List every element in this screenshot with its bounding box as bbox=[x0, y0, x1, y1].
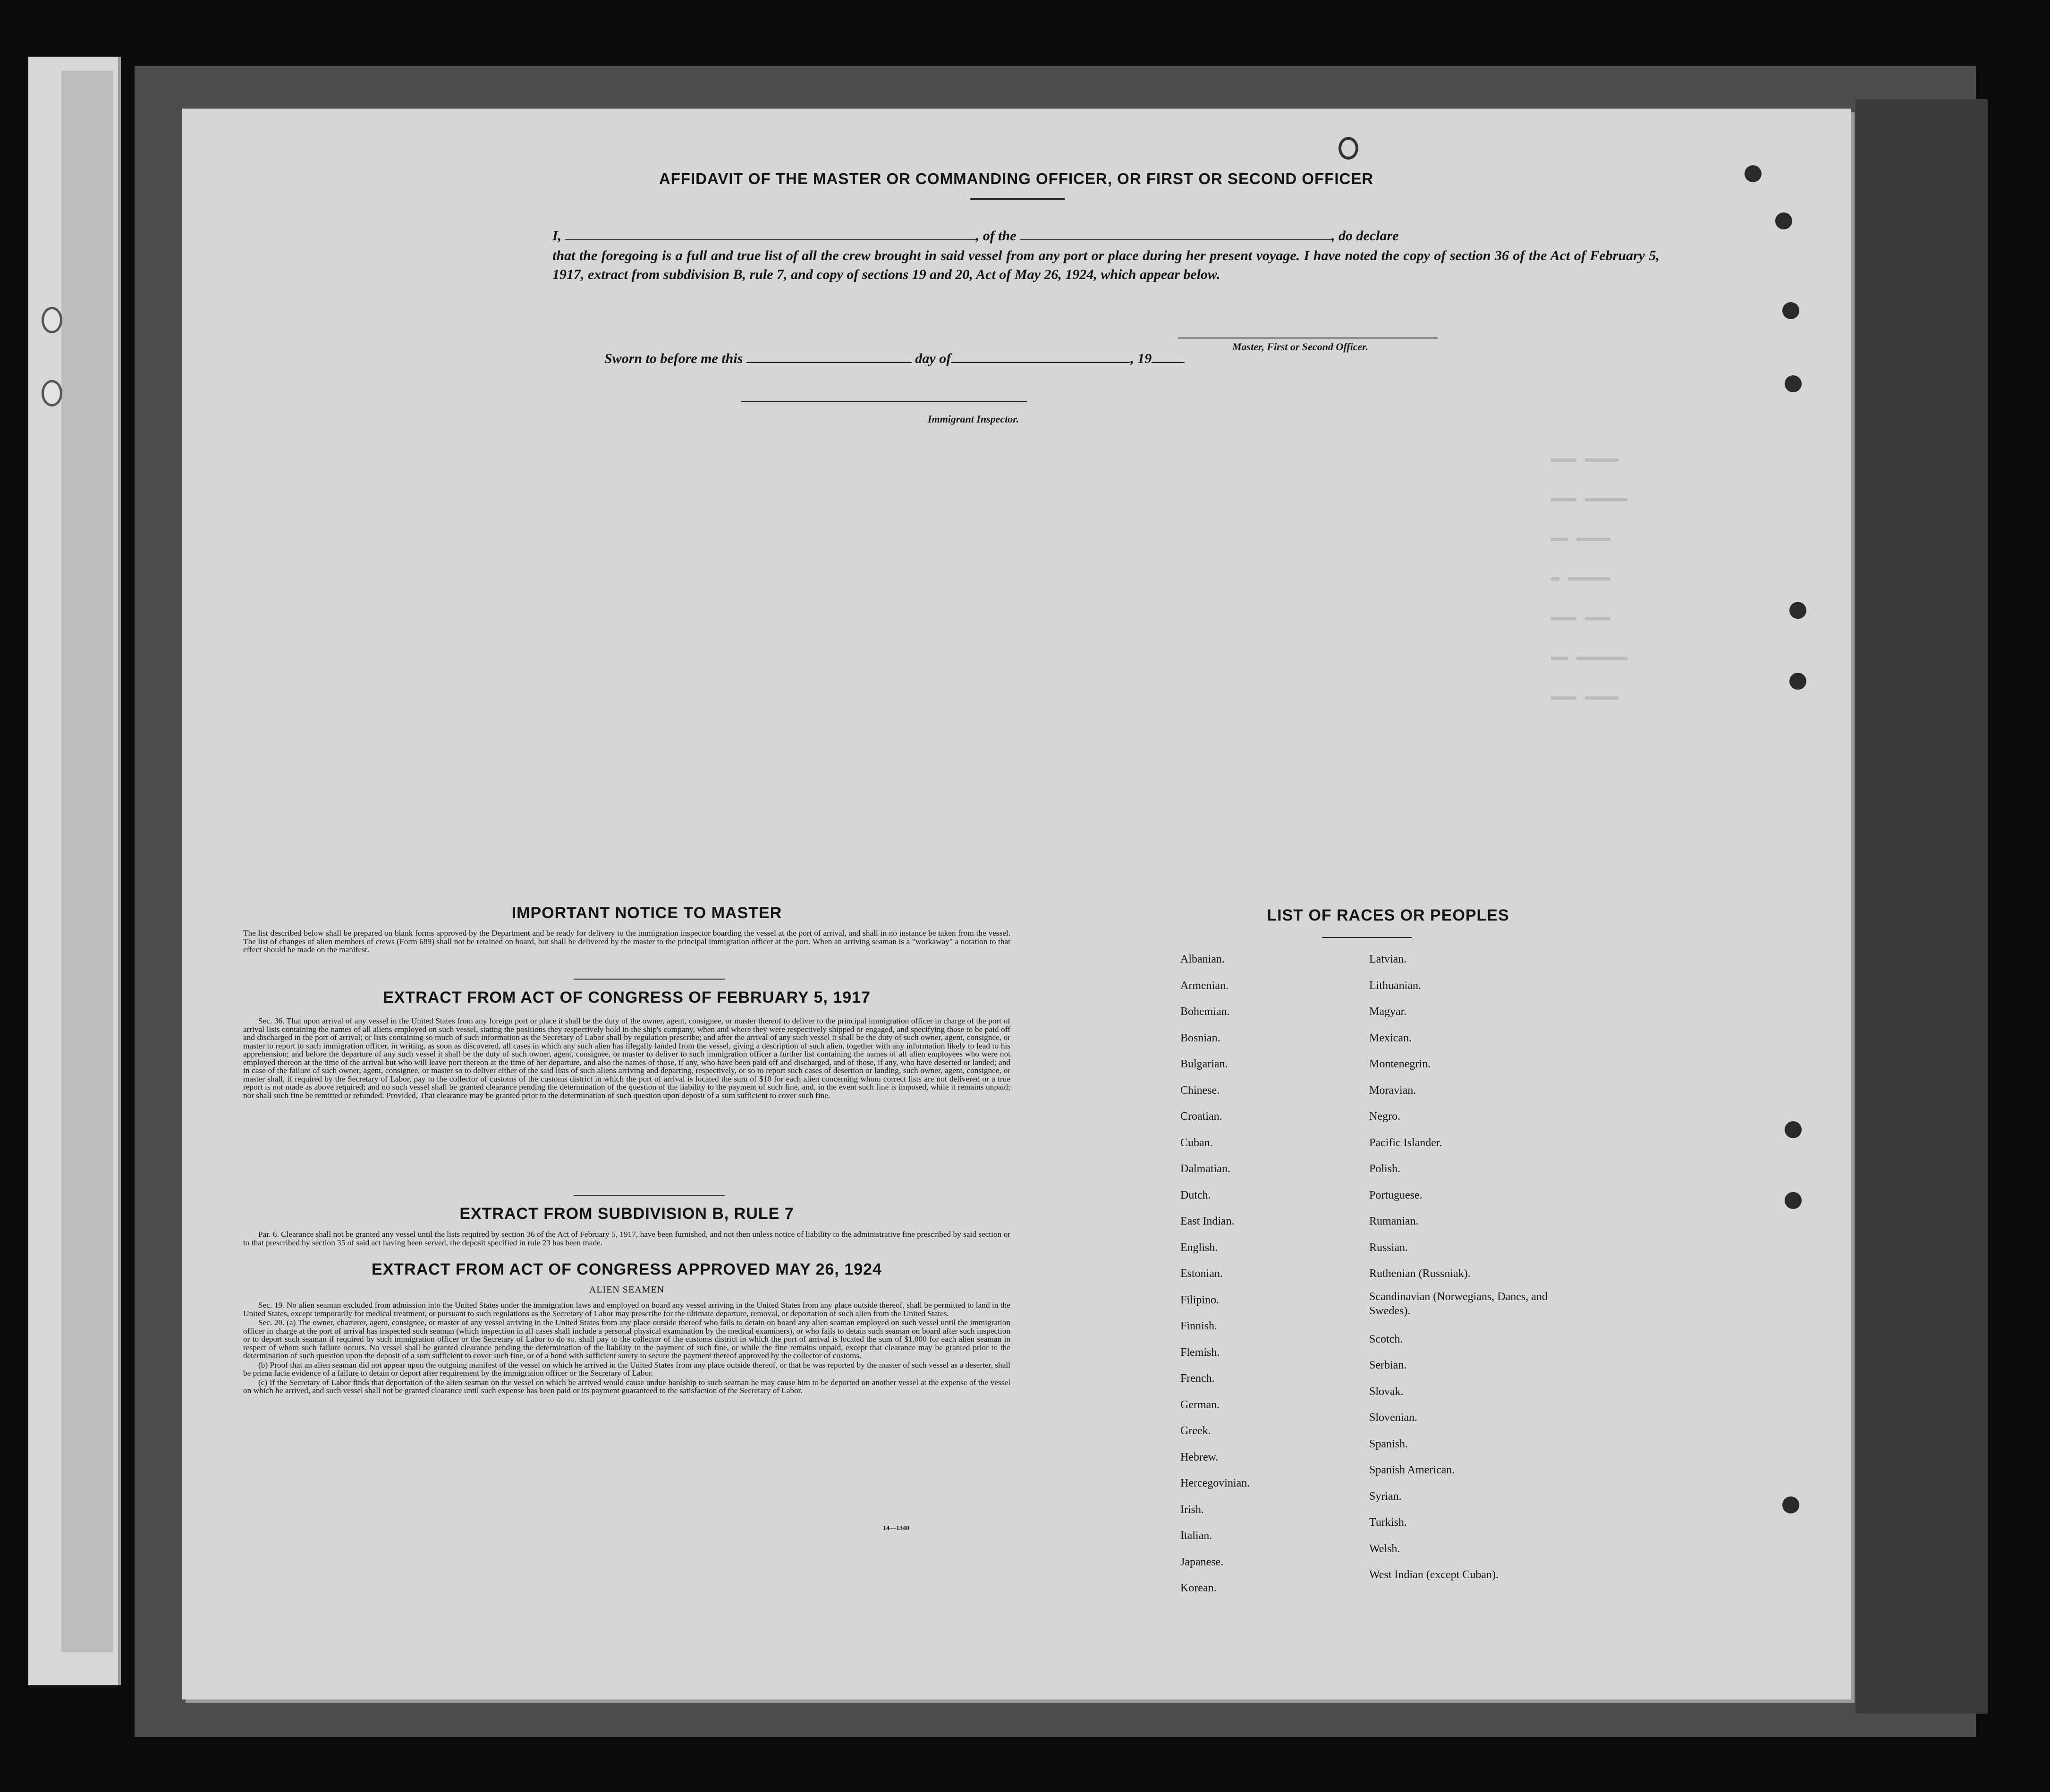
race-item: Irish. bbox=[1180, 1503, 1204, 1516]
day-of-text: day of bbox=[915, 351, 951, 366]
race-item: Pacific Islander. bbox=[1369, 1136, 1442, 1149]
notice-text: The list described below shall be prepared on blank forms approved by the Department and be ready for delivery to the immigration inspector boarding the vessel at the port of arrival, and shall in no instance be taken from the vessel. The list of changes of alien members of crews (Form 689) shall not be retained on board, but shall be delivered by the master to the principal immigration officer at the port. When an arriving seaman is a "workaway" a notation to that effect should be made on the manifest. bbox=[243, 929, 1010, 954]
binder-right-edge bbox=[1855, 99, 1988, 1714]
race-item: Scotch. bbox=[1369, 1333, 1403, 1345]
race-item: Russian. bbox=[1369, 1241, 1408, 1254]
section-20a-text: Sec. 20. (a) The owner, charterer, agent, consignee, or master of any vessel arriving in the United States from any place outside thereof who fails to detain on board any alien seaman employed on such vessel until the immigration officer in charge at the port of arrival has inspected such seaman (which inspection in all cases shall include a personal physical examination by the medical examiners), or who fails to detain such seaman on board after such inspection or to deport such seaman if required by such immigration officer or the Secretary of Labor to do so, shall pay to the collector of the customs district in which the port of arrival is located the sum of $1,000 for each alien seaman in respect of whom such failure occurs. No vessel shall be granted clearance pending the determination of the liability to the payment of such fine, or while the fine remains unpaid, except that clearance may be granted prior to the determination of such question upon the deposit of a sum sufficient to cover such fine, or of a bond with sufficient surety to secure the payment thereof approved by the collector of customs. bbox=[243, 1318, 1010, 1360]
notice-divider bbox=[574, 979, 725, 980]
punch-hole-icon bbox=[1785, 1121, 1802, 1138]
race-item: Italian. bbox=[1180, 1530, 1212, 1542]
race-item: Albanian. bbox=[1180, 953, 1225, 965]
races-divider bbox=[1322, 937, 1412, 938]
race-item: Greek. bbox=[1180, 1425, 1211, 1437]
punch-hole-icon bbox=[1789, 673, 1806, 690]
race-item: French. bbox=[1180, 1372, 1215, 1385]
extract-1917-divider bbox=[574, 1195, 725, 1196]
sworn-line bbox=[604, 349, 1501, 368]
races-title: LIST OF RACES OR PEOPLES bbox=[1267, 906, 1509, 924]
affidavit-title: AFFIDAVIT OF THE MASTER OR COMMANDING OFFICER, OR FIRST OR SECOND OFFICER bbox=[659, 170, 1374, 187]
punch-hole-icon bbox=[1785, 1192, 1802, 1209]
affidavit-line1 bbox=[552, 227, 1662, 245]
race-item: Bulgarian. bbox=[1180, 1058, 1228, 1070]
manifest-page bbox=[182, 109, 1851, 1699]
punch-hole-icon bbox=[1782, 1496, 1799, 1513]
extract-1917-text bbox=[243, 1017, 1010, 1100]
alien-seamen-subtitle: ALIEN SEAMEN bbox=[589, 1285, 665, 1295]
extract-1924-text bbox=[243, 1301, 1010, 1396]
race-item: Spanish. bbox=[1369, 1437, 1408, 1450]
paragraph-6-text: Par. 6. Clearance shall not be granted any vessel until the lists required by section 36 of the Act of February 5, 1917, have been furnished, and not then unless notice of liability to the administrative fine prescribed by said section or to that prescribed by section 35 of said act having been served, the deposit specified in rule 23 has been made. bbox=[243, 1230, 1010, 1247]
extract-1924-title: EXTRACT FROM ACT OF CONGRESS APPROVED MAY 26, 1924 bbox=[372, 1260, 882, 1278]
races-right-column bbox=[1369, 947, 1567, 1589]
race-item: Scandinavian (Norwegians, Danes, and Swedes). bbox=[1369, 1290, 1548, 1317]
spine-hole-icon bbox=[42, 307, 62, 333]
master-label: Master, First or Second Officer. bbox=[1232, 341, 1369, 353]
inspector-signature-line bbox=[741, 401, 1027, 402]
subdivision-b-title: EXTRACT FROM SUBDIVISION B, RULE 7 bbox=[459, 1205, 794, 1223]
punch-hole-icon bbox=[1338, 137, 1358, 160]
name-blank bbox=[565, 239, 976, 240]
affidavit-body: that the foregoing is a full and true list of all the crew brought in said vessel from any port or place during her present voyage. I have noted the copy of section 36 of the Act of February 5, 1917, extract from subdivision B, rule 7, and copy of sections 19 and 20, Act of May 26, 1924, which appear below. bbox=[552, 248, 1660, 282]
year-blank bbox=[1152, 362, 1185, 363]
punch-hole-icon bbox=[1782, 302, 1799, 319]
race-item: Japanese. bbox=[1180, 1555, 1224, 1568]
section-20c-text: (c) If the Secretary of Labor finds that deportation of the alien seaman on the vessel on which he arrived would cause undue hardship to such seaman he may cause him to be deported on another vessel at the expense of the vessel on which he arrived, and such vessel shall not be granted clearance until such expense has been paid or its payment guaranteed to the satisfaction of the Secretary of Labor. bbox=[243, 1378, 1010, 1395]
race-item: Flemish. bbox=[1180, 1346, 1220, 1359]
affidavit-declare: , do declare bbox=[1331, 228, 1399, 244]
punch-hole-icon bbox=[1775, 212, 1792, 229]
race-item: Dutch. bbox=[1180, 1189, 1211, 1201]
race-item: Bosnian. bbox=[1180, 1031, 1220, 1044]
day-blank bbox=[746, 362, 912, 363]
race-item: Lithuanian. bbox=[1369, 979, 1421, 992]
race-item: Korean. bbox=[1180, 1582, 1217, 1594]
extract-1917-title: EXTRACT FROM ACT OF CONGRESS OF FEBRUARY 5, 1917 bbox=[383, 989, 871, 1006]
race-item: Negro. bbox=[1369, 1110, 1400, 1123]
race-item: Syrian. bbox=[1369, 1490, 1402, 1503]
races-left-column bbox=[1180, 947, 1250, 1602]
affidavit-of-the: , of the bbox=[975, 228, 1017, 244]
race-item: Ruthenian (Russniak). bbox=[1369, 1268, 1471, 1280]
race-item: Bohemian. bbox=[1180, 1006, 1230, 1018]
section-20b-text: (b) Proof that an alien seaman did not appear upon the outgoing manifest of the vessel on which he arrived in the United States from any place outside thereof, or that he was reported by the master of such vessel as a deserter, shall be prima facie evidence of a failure to detain or deport after requirement by the immigration officer or the Secretary of Labor. bbox=[243, 1360, 1010, 1378]
race-item: East Indian. bbox=[1180, 1215, 1235, 1227]
section-19-text: Sec. 19. No alien seaman excluded from admission into the United States under the immigration laws and employed on board any vessel arriving in the United States from any place outside thereof, shall be permitted to land in the United States, except temporarily for medical treatment, or pursuant to such regulations as the Secretary of Labor may prescribe for the ultimate departure, removal, or deportation of such alien from the United States. bbox=[243, 1301, 1010, 1318]
race-item: Dalmatian. bbox=[1180, 1163, 1230, 1175]
race-item: Latvian. bbox=[1369, 953, 1407, 965]
race-item: Armenian. bbox=[1180, 979, 1228, 992]
sworn-text: Sworn to before me this bbox=[604, 351, 743, 366]
binder-inner-pages bbox=[61, 71, 113, 1652]
race-item: Spanish American. bbox=[1369, 1464, 1455, 1476]
race-item: Chinese. bbox=[1180, 1084, 1220, 1097]
race-item: Hebrew. bbox=[1180, 1451, 1219, 1463]
punch-hole-icon bbox=[1789, 602, 1806, 619]
race-item: Filipino. bbox=[1180, 1293, 1220, 1306]
race-item: Turkish. bbox=[1369, 1516, 1407, 1529]
race-item: Portuguese. bbox=[1369, 1189, 1423, 1201]
race-item: Welsh. bbox=[1369, 1542, 1400, 1555]
race-item: Magyar. bbox=[1369, 1006, 1407, 1018]
notice-title: IMPORTANT NOTICE TO MASTER bbox=[511, 904, 782, 922]
section-36-text: Sec. 36. That upon arrival of any vessel in the United States from any foreign port or place it shall be the duty of the owner, agent, consignee, or master thereof to deliver to the principal immigration officer in charge of the port of arrival lists containing the names of all aliens employed on such vessel, stating the positions they respectively hold in the ship's company, when and where they were respectively shipped or engaged, and specifying those to be paid off and discharged in the port of arrival; or lists containing so much of such information as the Secretary of Labor shall by regulation prescribe; and after the arrival of any such vessel it shall be the duty of such owner, agent, consignee, or master to report to such immigration officer, in writing, as soon as discovered, all cases in which any such alien has illegally landed from the vessel, giving a description of such alien, together with any information likely to lead to his apprehension; and before the departure of any such vessel it shall be the duty of such owner, agent, consignee, or master to deliver to such immigration officer a further list containing the names of all alien employees who were not employed thereon at the time of the arrival but who will leave port thereon at the time of her departure, and also the names of those, if any, who have been paid off and discharged, and of those, if any, who have deserted or landed; and in case of the failure of such owner, agent, consignee, or master so to deliver either of the said lists of such aliens arriving and departing, respectively, or so to report such cases of desertion or landing, such owner, agent, consignee, or master shall, if required by the Secretary of Labor, pay to the collector of customs of the customs district in which the port of arrival is located the sum of $10 for each alien concerning whom correct lists are not delivered or a true report is not made as above required; and no such vessel shall be granted clearance pending the determination of the question of the liability to the payment of such fine, and, in the event such fine is imposed, while it remains unpaid; nor shall such fine be remitted or refunded: Provided, That clearance may be granted prior to the determination of such question upon deposit of a sum sufficient to cover such fine. bbox=[243, 1016, 1010, 1100]
punch-hole-icon bbox=[1785, 375, 1802, 392]
race-item: West Indian (except Cuban). bbox=[1369, 1569, 1499, 1581]
vessel-blank bbox=[1020, 239, 1331, 240]
race-item: Polish. bbox=[1369, 1163, 1401, 1175]
race-item: Cuban. bbox=[1180, 1136, 1213, 1149]
month-blank bbox=[951, 362, 1130, 363]
race-item: Hercegovinian. bbox=[1180, 1477, 1250, 1489]
race-item: Finnish. bbox=[1180, 1320, 1218, 1332]
race-item: Slovenian. bbox=[1369, 1412, 1417, 1424]
bleed-through-text: ▬▬▬ ▬▬▬▬ ▬▬▬ ▬▬▬▬▬ ▬▬ ▬▬▬▬ ▬ ▬▬▬▬▬ ▬▬▬ ▬▬▬ ▬▬ ▬▬▬▬▬▬ ▬▬▬ ▬▬▬▬ bbox=[1551, 451, 1628, 705]
race-item: German. bbox=[1180, 1398, 1220, 1411]
race-item: Croatian. bbox=[1180, 1110, 1222, 1123]
year-text: , 19 bbox=[1130, 351, 1152, 366]
affidavit-i: I, bbox=[552, 228, 562, 244]
race-item: Moravian. bbox=[1369, 1084, 1416, 1097]
title-divider bbox=[970, 198, 1065, 200]
inspector-label: Immigrant Inspector. bbox=[928, 413, 1019, 425]
race-item: Serbian. bbox=[1369, 1359, 1407, 1371]
race-item: Rumanian. bbox=[1369, 1215, 1419, 1227]
subdivision-b-text bbox=[243, 1230, 1010, 1248]
race-item: Montenegrin. bbox=[1369, 1058, 1431, 1070]
spine-hole-icon bbox=[42, 380, 62, 406]
race-item: Estonian. bbox=[1180, 1268, 1223, 1280]
race-item: Slovak. bbox=[1369, 1385, 1404, 1398]
form-number: 14—1340 bbox=[883, 1525, 909, 1532]
race-item: English. bbox=[1180, 1241, 1218, 1254]
race-item: Mexican. bbox=[1369, 1031, 1412, 1044]
